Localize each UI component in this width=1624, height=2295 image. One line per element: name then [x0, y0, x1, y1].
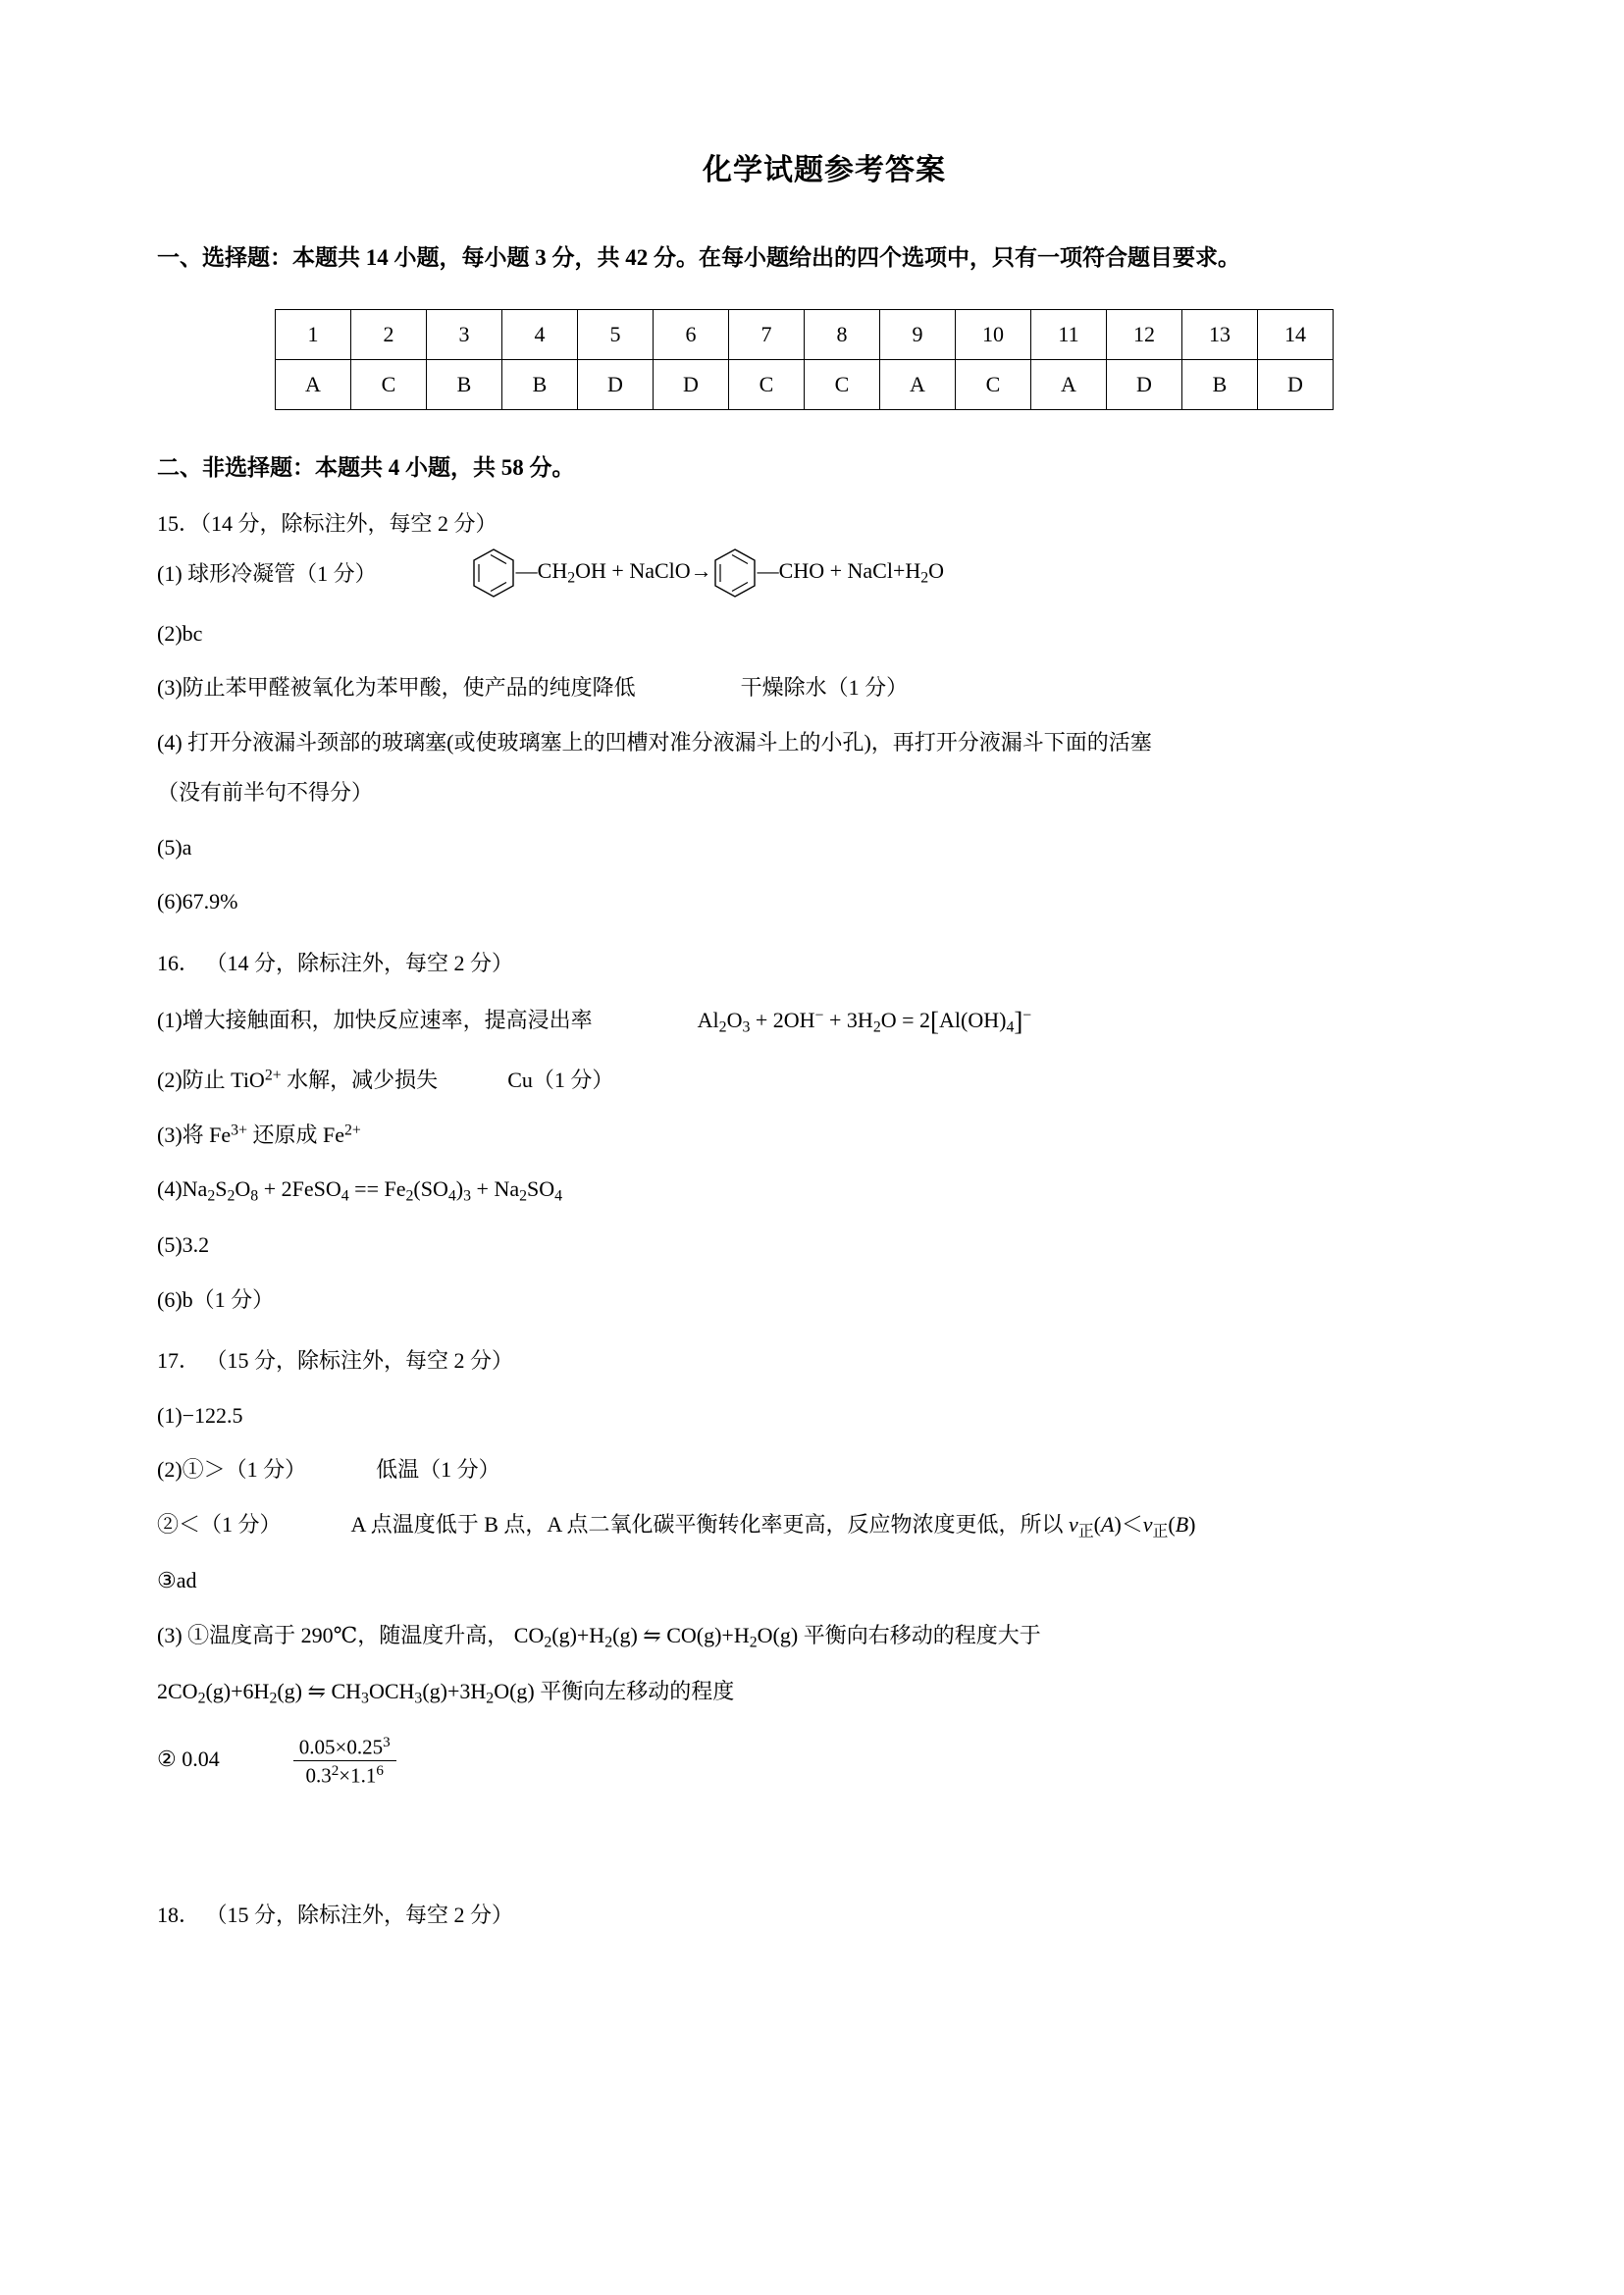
table-row-numbers — [276, 309, 1334, 359]
q15-item-3-row — [157, 669, 1492, 707]
q17-line-3-row — [157, 1506, 1492, 1545]
q15-item-6: (6)67.9% — [157, 889, 238, 914]
section-1-heading: 一、选择题：本题共 14 小题，每小题 3 分，共 42 分。在每小题给出的四个选项中，只有一项符合题目要求。 — [157, 245, 1240, 270]
benzene-ring-icon — [471, 548, 516, 599]
q16-line-6: (6)b（1 分） — [157, 1286, 275, 1312]
table-cell: 6 — [654, 309, 729, 359]
q15-item-1-row — [157, 548, 1492, 599]
page-title: 化学试题参考答案 — [703, 154, 946, 186]
q15-header: 15．（14 分，除标注外，每空 2 分） — [157, 511, 498, 537]
table-cell: A — [880, 359, 956, 409]
table-cell: 1 — [276, 309, 351, 359]
table-cell: 8 — [805, 309, 880, 359]
q15-item-2: (2)bc — [157, 620, 203, 646]
q16-equation-1: $Al_2O_3 + 2OH^- + 3H_2O = 2[Al(OH)_4]^-$ — [697, 1007, 1032, 1037]
q17-line-6: $2CO_2(g)+6H_2(g)$ ⇋ $CH_3OCH_3(g)+3H_2O(g)$ 平衡向左移动的程度 — [157, 1678, 735, 1707]
q17-line-2b: 低温（1 分） — [376, 1457, 500, 1483]
table-cell: C — [956, 359, 1031, 409]
q15-reaction-left: $—CH_2OH$ + NaClO→ — [515, 557, 712, 587]
q17-line-2-row — [157, 1451, 1492, 1489]
q15-item-3: (3)防止苯甲醛被氧化为苯甲酸，使产品的纯度降低 — [157, 675, 636, 701]
table-cell: 9 — [880, 309, 956, 359]
q15-item-4-note: （没有前半句不得分） — [157, 780, 374, 806]
table-cell: D — [578, 359, 654, 409]
fraction-denominator: $0.3^2\times 1.1^6$ — [293, 1760, 396, 1789]
q17-line-5b: $CO_2(g)+H_2(g)$ ⇋ $CO(g)+H_2O(g)$ 平衡向右移动的程度大于 — [513, 1622, 1041, 1651]
table-cell: 13 — [1182, 309, 1258, 359]
table-row-answers — [276, 359, 1334, 409]
q15-item-3b: 干燥除水（1 分） — [740, 675, 909, 701]
table-cell: 11 — [1031, 309, 1107, 359]
q17-line-3b: A 点温度低于 B 点，A 点二氧化碳平衡转化率更高，反应物浓度更低，所以 $v_正(A)<v_正(B)$ — [350, 1511, 1196, 1540]
q17-fraction — [293, 1734, 396, 1789]
table-cell: 5 — [578, 309, 654, 359]
q15-reaction-right: —CHO + $NaCl+H_2O$ — [757, 557, 945, 587]
q16-line-2b: Cu（1 分） — [507, 1068, 614, 1093]
table-cell: C — [351, 359, 427, 409]
table-cell: 7 — [729, 309, 805, 359]
q16-line-2a: (2)防止 TiO$^{2+}$ 水解，减少损失 — [157, 1067, 439, 1093]
q16-line-3: (3)将 $Fe^{3+}$ 还原成 $Fe^{2+}$ — [157, 1121, 361, 1147]
q15-item-4: (4) 打开分液漏斗颈部的玻璃塞(或使玻璃塞上的凹槽对准分液漏斗上的小孔)，再打开分液漏斗下面的活塞 — [157, 729, 1152, 755]
page-content — [157, 0, 1492, 1934]
table-cell: A — [276, 359, 351, 409]
table-cell: C — [805, 359, 880, 409]
q16-line-1-row — [157, 999, 1492, 1045]
q16-line-2-row — [157, 1062, 1492, 1100]
table-cell: 12 — [1107, 309, 1182, 359]
q16-header: 16． （14 分，除标注外，每空 2 分） — [157, 950, 514, 975]
q17-line-5-row — [157, 1617, 1492, 1656]
q15-item-5: (5)a — [157, 834, 192, 860]
q17-line-1: (1)−122.5 — [157, 1402, 243, 1428]
table-cell: 3 — [427, 309, 502, 359]
q18-header: 18． （15 分，除标注外，每空 2 分） — [157, 1902, 514, 1927]
q17-line-7-row — [157, 1734, 1492, 1789]
table-cell: D — [1258, 359, 1334, 409]
table-cell: D — [1107, 359, 1182, 409]
multiple-choice-answer-table — [275, 309, 1492, 410]
table-cell: 4 — [502, 309, 578, 359]
fraction-numerator: $0.05\times 0.25^3$ — [298, 1734, 391, 1759]
table-cell: B — [502, 359, 578, 409]
q17-line-7-label: ② 0.04 — [157, 1746, 220, 1771]
q16-line-4: $(4)Na_2S_2O_8$ + 2FeSO$_4$ == $Fe_2(SO_4)_3 + Na_2SO_4$ — [157, 1176, 563, 1205]
table-cell: B — [1182, 359, 1258, 409]
table-cell: A — [1031, 359, 1107, 409]
q17-line-4: ③ad — [157, 1568, 197, 1593]
table-cell: 14 — [1258, 309, 1334, 359]
table-cell: D — [654, 359, 729, 409]
table-cell: C — [729, 359, 805, 409]
q16-line-1: (1)增大接触面积，加快反应速率，提高浸出率 — [157, 1008, 593, 1033]
table-cell: 2 — [351, 309, 427, 359]
table-cell: 10 — [956, 309, 1031, 359]
q16-line-5: (5)3.2 — [157, 1232, 210, 1258]
q15-item-1: (1) 球形冷凝管（1 分） — [157, 561, 377, 587]
section-2-heading: 二、非选择题：本题共 4 小题，共 58 分。 — [157, 454, 575, 480]
q17-line-5a: (3) ①温度高于 290℃，随温度升高， — [157, 1622, 509, 1647]
q17-line-2a: (2)①＞（1 分） — [157, 1457, 307, 1483]
q17-line-3a: ②＜（1 分） — [157, 1511, 282, 1537]
table-cell: B — [427, 359, 502, 409]
q17-header: 17． （15 分，除标注外，每空 2 分） — [157, 1348, 514, 1374]
benzene-ring-icon-2 — [712, 548, 758, 599]
